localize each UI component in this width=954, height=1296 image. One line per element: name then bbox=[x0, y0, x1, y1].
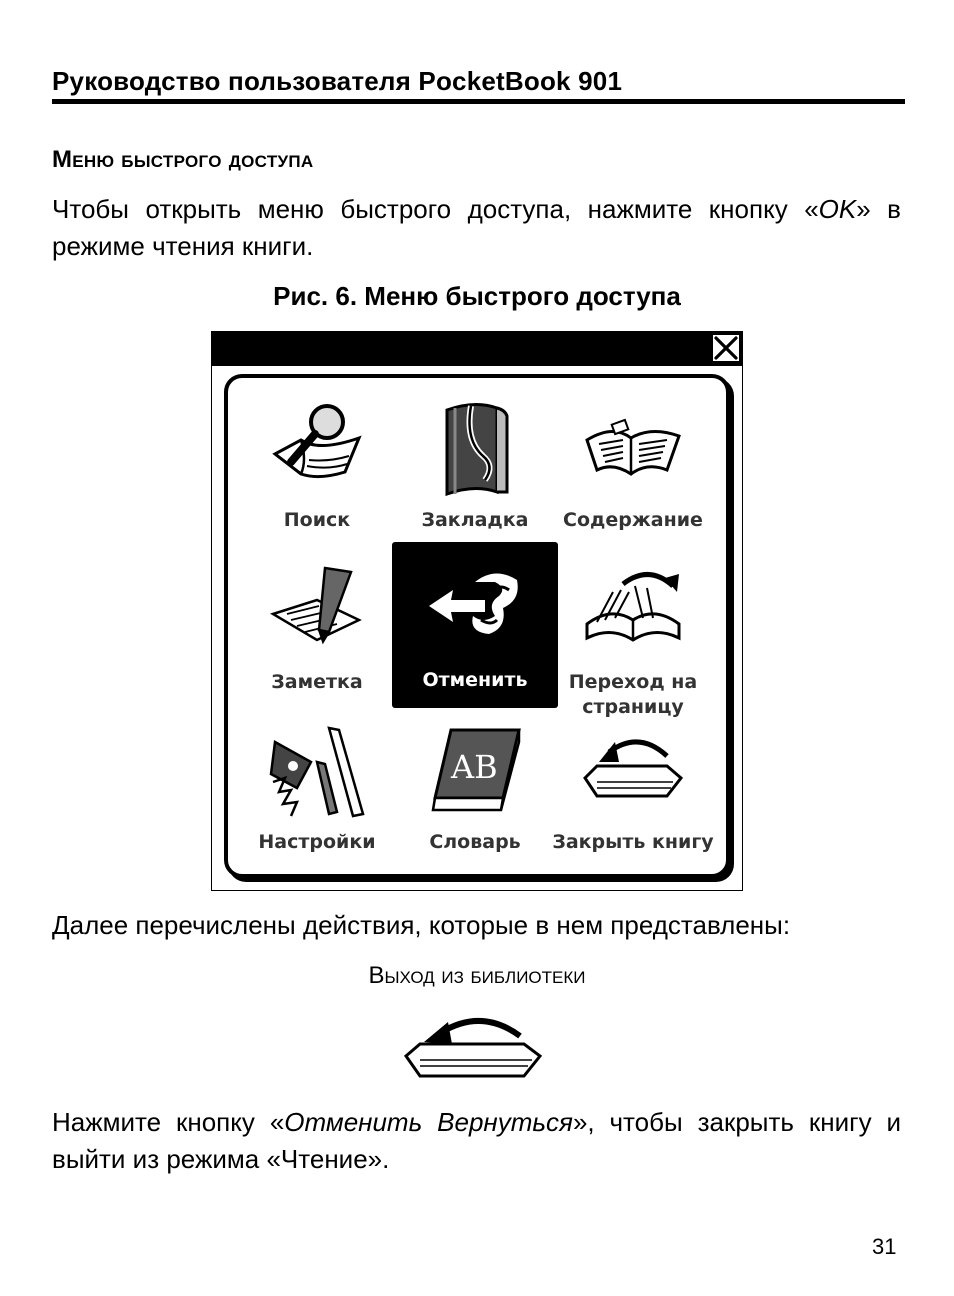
exit-section-title: Выход из библиотеки bbox=[368, 962, 586, 989]
menu-item-label: Отменить bbox=[422, 669, 528, 691]
menu-item-cancel[interactable] bbox=[392, 542, 558, 708]
menu-item-bookmark[interactable] bbox=[392, 382, 558, 548]
menu-item-label: Содержание bbox=[563, 509, 703, 531]
intro-text-before: Чтобы открыть меню быстрого доступа, нажмите кнопку « bbox=[52, 194, 819, 224]
menu-item-dictionary[interactable] bbox=[392, 704, 558, 870]
menu-item-search[interactable] bbox=[234, 382, 400, 548]
menu-item-label: Закрыть книгу bbox=[552, 831, 714, 853]
title-bar bbox=[212, 332, 742, 366]
dictionary-icon bbox=[425, 722, 525, 822]
page-number: 31 bbox=[872, 1234, 897, 1259]
menu-item-label: Переход на страницу bbox=[568, 671, 698, 718]
intro-text-after: » в режиме чтения книги. bbox=[52, 194, 901, 261]
intro-button-name: OK bbox=[818, 194, 857, 224]
settings-icon bbox=[267, 722, 367, 822]
section-title: Меню быстрого доступа bbox=[52, 146, 314, 173]
search-icon bbox=[267, 400, 367, 500]
goto-page-icon bbox=[583, 562, 683, 662]
menu-item-settings[interactable] bbox=[234, 704, 400, 870]
header-rule bbox=[52, 99, 905, 104]
menu-item-note[interactable] bbox=[234, 544, 400, 710]
close-book-icon bbox=[583, 722, 683, 822]
menu-item-goto-page[interactable] bbox=[550, 544, 716, 718]
exit-button-name: Отменить Вернуться bbox=[284, 1107, 573, 1137]
menu-item-label: Заметка bbox=[271, 671, 363, 693]
intro-paragraph bbox=[52, 191, 901, 265]
close-icon[interactable] bbox=[711, 333, 741, 363]
menu-panel bbox=[224, 374, 730, 878]
header-title: Руководство пользователя PocketBook 901 bbox=[52, 66, 623, 96]
exit-text-before: Нажмите кнопку « bbox=[52, 1107, 285, 1137]
bookmark-icon bbox=[425, 400, 525, 500]
menu-item-label: Словарь bbox=[429, 831, 521, 853]
contents-icon bbox=[583, 400, 683, 500]
quick-menu-screenshot bbox=[211, 331, 743, 891]
svg-text:AB: AB bbox=[451, 748, 498, 786]
cancel-icon bbox=[425, 560, 525, 660]
menu-item-contents[interactable] bbox=[550, 382, 716, 548]
menu-item-close-book[interactable] bbox=[550, 704, 716, 870]
menu-item-label: Поиск bbox=[283, 509, 351, 531]
exit-text-after: », чтобы закрыть книгу и выйти из режима «Чтение». bbox=[52, 1107, 901, 1174]
close-book-icon bbox=[402, 1014, 544, 1080]
figure-caption: Рис. 6. Меню быстрого доступа bbox=[273, 281, 681, 311]
exit-paragraph bbox=[52, 1104, 901, 1178]
note-icon bbox=[267, 562, 367, 662]
menu-item-label: Закладка bbox=[421, 509, 529, 531]
menu-item-label: Настройки bbox=[258, 831, 376, 853]
list-intro: Далее перечислены действия, которые в нем представлены: bbox=[52, 910, 791, 940]
